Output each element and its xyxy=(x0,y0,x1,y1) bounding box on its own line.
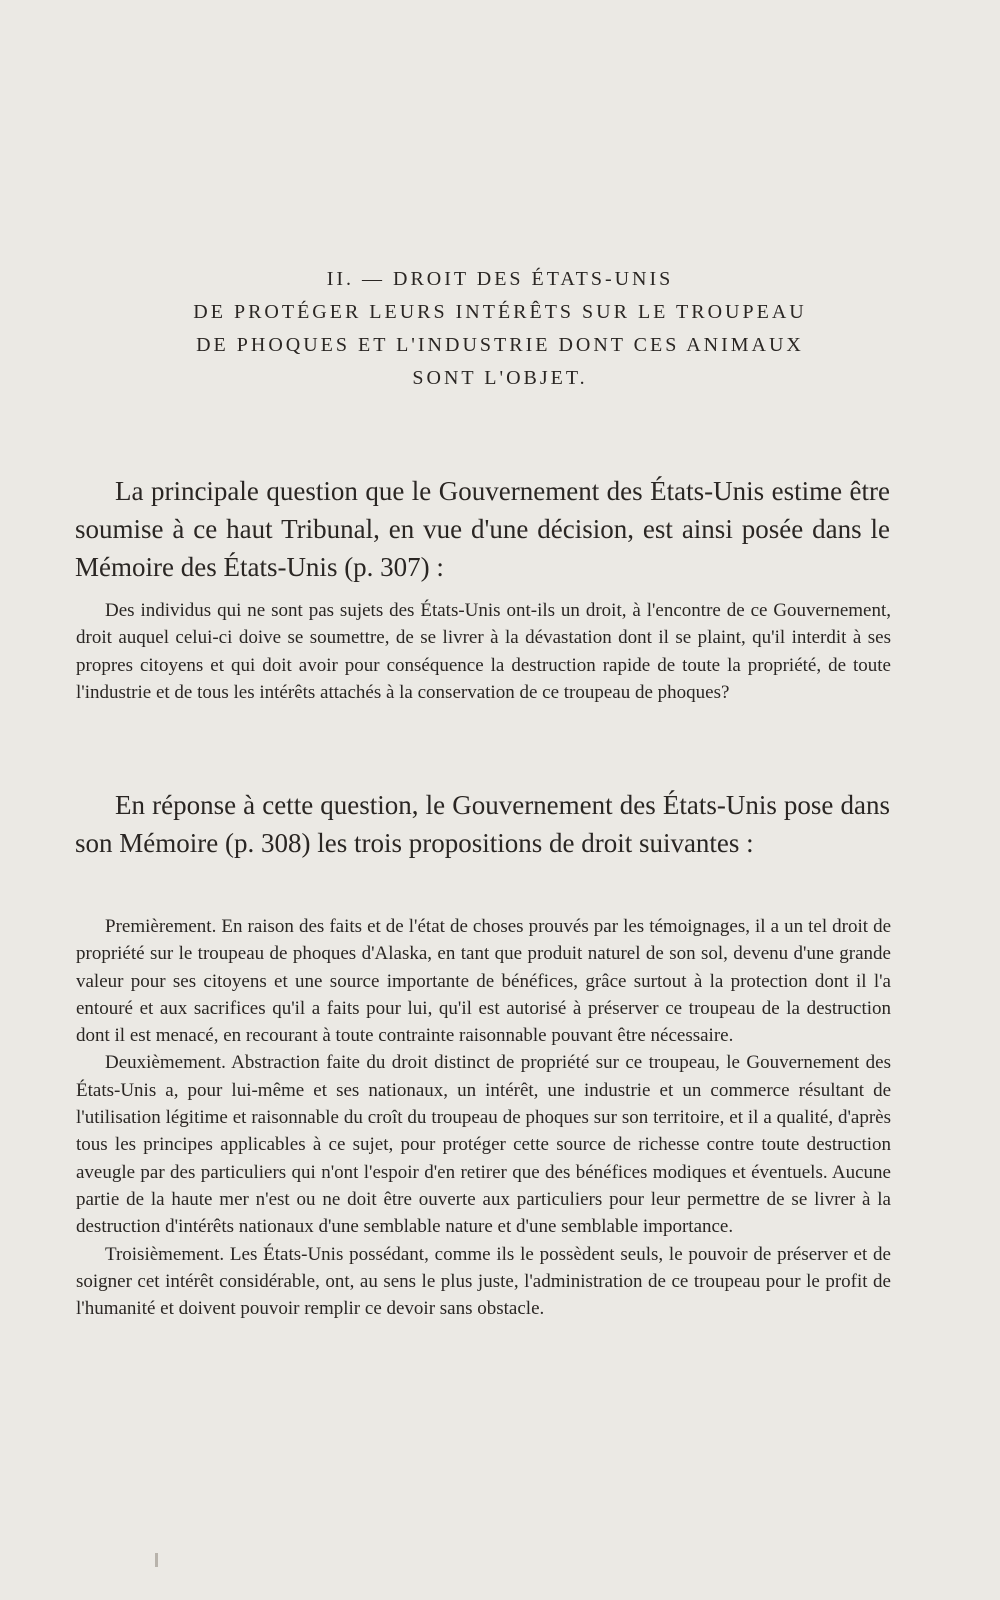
propositions-list xyxy=(76,913,891,1322)
proposition-third: Troisièmement. Les États-Unis possédant, comme ils le possèdent seuls, le pouvoir de préserver et de soigner cet intérêt considérable, ont, au sens le plus juste, l'administration de ce troupeau pour le profit de l'humanité et doivent pouvoir remplir ce devoir sans obstacle. xyxy=(76,1243,891,1320)
heading-line: DE PROTÉGER LEURS INTÉRÊTS SUR LE TROUPEAU xyxy=(193,301,807,323)
heading-line: DE PHOQUES ET L'INDUSTRIE DONT CES ANIMAUX xyxy=(196,334,804,356)
page-mark xyxy=(155,1553,158,1567)
quote-paragraph: Des individus qui ne sont pas sujets des États-Unis ont-ils un droit, à l'encontre de ce Gouvernement, droit auquel celui-ci doive se soumettre, de se livrer à la dévastation dont il se plaint, qu'il interdit à ses propres citoyens et qui doit avoir pour conséquence la destruction rapide de toute la propriété, de toute l'industrie et de tous les intérêts attachés à la conservation de ce troupeau de phoques? xyxy=(76,600,891,703)
intro-paragraph: La principale question que le Gouvernement des États-Unis estime être soumise à ce haut Tribunal, en vue d'une décision, est ainsi posée dans le Mémoire des États-Unis (p. 307) : xyxy=(75,476,890,582)
section-heading xyxy=(70,263,930,395)
proposition-first: Premièrement. En raison des faits et de l'état de choses prouvés par les témoignages, il a un tel droit de propriété sur le troupeau de phoques d'Alaska, en tant que produit naturel de son sol, devenu d'une grande valeur pour ses citoyens et une source importante de bénéfices, grâce surtout à la protection dont il l'a entouré et aux sacrifices qu'il a faits pour lui, qu'il est autorisé à préserver ce troupeau de la destruction dont il est menacé, en recourant à toute contrainte raisonnable pouvant être nécessaire. xyxy=(76,916,891,1047)
heading-line: II. — DROIT DES ÉTATS-UNIS xyxy=(326,268,674,290)
heading-line: SONT L'OBJET. xyxy=(412,367,588,389)
response-paragraph: En réponse à cette question, le Gouvernement des États-Unis pose dans son Mémoire (p. 308) les trois propositions de droit suivantes : xyxy=(75,790,890,858)
question-quote xyxy=(76,597,891,706)
proposition-second: Deuxièmement. Abstraction faite du droit distinct de propriété sur ce troupeau, le Gouvernement des États-Unis a, pour lui-même et ses nationaux, un intérêt, une industrie et un commerce résultant de l'utilisation légitime et raisonnable du croît du troupeau de phoques sur son territoire, et il a qualité, d'après tous les principes applicables à ce sujet, pour protéger cette source de richesse contre toute destruction aveugle par des particuliers qui n'ont l'espoir d'en retirer que des bénéfices modiques et éventuels. Aucune partie de la haute mer n'est ou ne doit être ouverte aux particuliers pour leur permettre de se livrer à la destruction d'intérêts nationaux d'une semblable nature et d'une semblable importance. xyxy=(76,1052,891,1238)
